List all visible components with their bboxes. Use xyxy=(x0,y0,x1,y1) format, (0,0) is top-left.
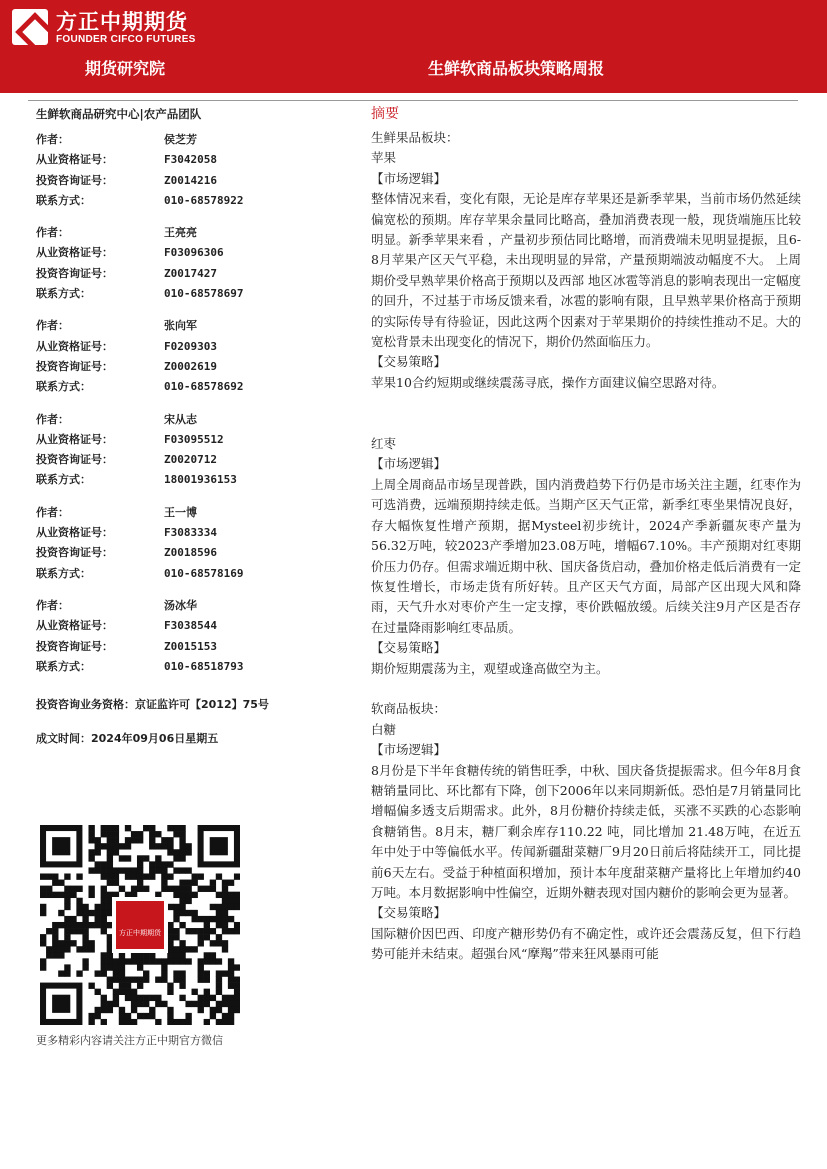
author-advisory-label: 投资咨询证号： xyxy=(36,266,113,280)
author-advisory-value: Z0014216 xyxy=(164,173,217,187)
author-name-label: 作者： xyxy=(36,133,69,146)
sugar-trade-strategy: 国际糖价因巴西、印度产糖形势仍有不确定性，或许还会震荡反复，但下行趋势可能并未结束。超强台风“摩羯”带来狂风暴雨可能 xyxy=(371,925,801,962)
author-contact-label: 联系方式： xyxy=(36,380,91,394)
author-list xyxy=(36,130,356,677)
author-advisory-value: Z0018596 xyxy=(164,546,217,560)
author-advisory-row xyxy=(36,171,356,191)
department-name: 期货研究院 xyxy=(85,59,166,78)
qualification: 投资咨询业务资格：京证监许可【2012】75号 xyxy=(36,698,269,712)
author-license-label: 从业资格证号： xyxy=(36,246,113,260)
jujube-market-logic: 上周全周商品市场呈现普跌，国内消费趋势下行仍是市场关注主题，红枣作为可选消费，远端预期持续走低。当期产区天气正常，新季红枣坐果情况良好，存大幅恢复性增产预期，据Mysteel初步统计，2024产季新疆灰枣产量为56.32万吨，较2023产季增加23.08万吨，增幅67.10%。丰产预期对红枣期价压力仍存。但需求端近期中秋、国庆备货启动，叠加价格走低后消费有一定恢复性增长，市场走货有所好转。且产区天气方面，局部产区出现大风和降雨，天气升水对枣价产生一定支撑，枣价跌幅放缓。后续关注9月产区是否存在过量降雨影响红枣品质。 xyxy=(371,476,801,635)
author-name-label: 作者： xyxy=(36,505,69,519)
sector-heading-soft: 软商品板块： xyxy=(371,701,447,717)
author-license-row xyxy=(36,523,356,543)
author-contact-value: 010-68578169 xyxy=(164,566,244,580)
author-name-row xyxy=(36,316,356,336)
apple-market-logic: 整体情况来看，变化有限，无论是库存苹果还是新季苹果，当前市场仍然延续偏宽松的预期。库存苹果余量同比略高，叠加消费表现一般，现货端施压比较明显。新季苹果来看 ，产量初步预估同比略增，而消费端未见明显提振，且6-8月苹果产区天气平稳，未出现明显的异常，产量预期端波动幅度不大。 上周期价受早熟苹果价格高于预期以及西部 地区冰雹等消息的影响表现出一定幅度的回升，不过基于市场反馈来看，冰雹的影响有限，且早熟苹果价格高于预期的实际传导有待验证，因此这两个因素对于苹果期价的持续性推动不足。大的宽松背景未出现变化的情况下，期价仍然面临压力。 xyxy=(371,191,801,350)
author-license-row xyxy=(36,430,356,450)
author-contact-row xyxy=(36,657,356,677)
summary-panel xyxy=(371,104,801,965)
author-name-row xyxy=(36,223,356,243)
author-license-value: F03095512 xyxy=(164,432,224,446)
company-name-cn: 方正中期期货 xyxy=(56,10,188,34)
author-name-label: 作者： xyxy=(36,226,69,240)
author-license-label: 从业资格证号： xyxy=(36,526,113,540)
author-contact-label: 联系方式： xyxy=(36,566,91,580)
author-block xyxy=(36,223,356,304)
qr-caption: 更多精彩内容请关注方正中期官方微信 xyxy=(36,1034,223,1047)
author-name-value: 张向军 xyxy=(164,319,197,333)
trade-strategy-label: 【交易策略】 xyxy=(371,640,447,656)
author-license-label: 从业资格证号： xyxy=(36,432,113,446)
wechat-qr-code xyxy=(40,825,240,1025)
author-name-value: 王亮亮 xyxy=(164,226,197,240)
author-contact-value: 010-68578922 xyxy=(164,193,244,207)
market-logic-label: 【市场逻辑】 xyxy=(371,742,447,758)
market-logic-label: 【市场逻辑】 xyxy=(371,170,447,186)
author-license-value: F0209303 xyxy=(164,339,217,353)
author-advisory-row xyxy=(36,637,356,657)
author-advisory-value: Z0002619 xyxy=(164,359,217,373)
author-contact-row xyxy=(36,284,356,304)
publication-date: 成文时间：2024年09月06日星期五 xyxy=(36,732,219,746)
author-contact-value: 010-68578692 xyxy=(164,380,244,394)
author-name-label: 作者： xyxy=(36,319,69,333)
author-contact-value: 010-68518793 xyxy=(164,659,244,673)
author-advisory-row xyxy=(36,264,356,284)
author-panel xyxy=(36,104,356,746)
sugar-market-logic: 8月份是下半年食糖传统的销售旺季，中秋、国庆备货提振需求。但今年8月食糖销量同比、环比都有下降，创下2006年以来同期新低。恐怕是7月销量同比增幅偏多透支后期需求。此外，8月份糖价持续走低，买涨不买跌的心态影响食糖销售。8月末，糖厂剩余库存110.22 吨，同比增加 21.48万吨，在近五年中处于中等偏低水平。传闻新疆甜菜糖厂9月20日前后将陆续开工，同比提前6天左右。受益于种植面积增加，预计本年度甜菜糖产量将比上年增加约40万吨。本月数据影响中性偏空，近期外糖表现对国内糖价的影响会更为显著。 xyxy=(371,762,801,900)
author-block xyxy=(36,316,356,397)
author-license-row xyxy=(36,337,356,357)
author-name-value: 侯芝芳 xyxy=(164,133,197,146)
author-block xyxy=(36,130,356,211)
author-advisory-row xyxy=(36,543,356,563)
product-heading-jujube: 红枣 xyxy=(371,436,397,452)
report-header xyxy=(0,0,827,93)
author-block xyxy=(36,596,356,677)
author-name-value: 宋从志 xyxy=(164,412,197,426)
author-contact-label: 联系方式： xyxy=(36,193,91,207)
author-advisory-value: Z0020712 xyxy=(164,453,217,467)
trade-strategy-label: 【交易策略】 xyxy=(371,905,447,921)
author-name-row xyxy=(36,503,356,523)
author-block xyxy=(36,410,356,491)
author-license-value: F3083334 xyxy=(164,526,217,540)
author-contact-value: 18001936153 xyxy=(164,473,237,487)
company-name-en: FOUNDER CIFCO FUTURES xyxy=(56,34,196,45)
qr-logo-label: 方正中期期货 xyxy=(119,929,161,937)
author-contact-row xyxy=(36,564,356,584)
author-license-row xyxy=(36,616,356,636)
author-contact-label: 联系方式： xyxy=(36,659,91,673)
author-advisory-value: Z0015153 xyxy=(164,639,217,653)
author-license-label: 从业资格证号： xyxy=(36,339,113,353)
author-block xyxy=(36,503,356,584)
author-advisory-label: 投资咨询证号： xyxy=(36,639,113,653)
company-logo-icon xyxy=(12,9,48,45)
author-advisory-label: 投资咨询证号： xyxy=(36,173,113,187)
author-advisory-row xyxy=(36,357,356,377)
author-name-row xyxy=(36,410,356,430)
author-name-row xyxy=(36,130,356,150)
author-contact-row xyxy=(36,470,356,490)
team-name: 生鲜软商品研究中心|农产品团队 xyxy=(36,107,202,121)
author-contact-row xyxy=(36,191,356,211)
author-license-label: 从业资格证号： xyxy=(36,153,113,167)
author-name-value: 王一博 xyxy=(164,505,197,519)
trade-strategy-label: 【交易策略】 xyxy=(371,354,447,370)
author-advisory-label: 投资咨询证号： xyxy=(36,546,113,560)
author-name-label: 作者： xyxy=(36,598,69,612)
author-advisory-label: 投资咨询证号： xyxy=(36,359,113,373)
author-advisory-label: 投资咨询证号： xyxy=(36,453,113,467)
author-license-label: 从业资格证号： xyxy=(36,619,113,633)
author-contact-value: 010-68578697 xyxy=(164,287,244,301)
author-advisory-row xyxy=(36,450,356,470)
author-contact-row xyxy=(36,377,356,397)
report-title: 生鲜软商品板块策略周报 xyxy=(428,59,605,78)
qr-code-icon xyxy=(40,825,240,1025)
author-name-row xyxy=(36,596,356,616)
sector-heading-fresh: 生鲜果品板块： xyxy=(371,130,459,145)
summary-title: 摘要 xyxy=(371,106,399,122)
author-license-row xyxy=(36,243,356,263)
market-logic-label: 【市场逻辑】 xyxy=(371,456,447,472)
author-license-value: F3042058 xyxy=(164,153,217,167)
author-license-value: F3038544 xyxy=(164,619,217,633)
author-contact-label: 联系方式： xyxy=(36,287,91,301)
apple-trade-strategy: 苹果10合约短期或继续震荡寻底，操作方面建议偏空思路对待。 xyxy=(371,374,725,390)
product-heading-sugar: 白糖 xyxy=(371,721,397,737)
jujube-trade-strategy: 期价短期震荡为主，观望或逢高做空为主。 xyxy=(371,660,609,676)
author-license-value: F03096306 xyxy=(164,246,224,260)
author-advisory-value: Z0017427 xyxy=(164,266,217,280)
header-divider xyxy=(28,100,798,101)
author-name-value: 汤冰华 xyxy=(164,598,197,612)
product-heading-apple: 苹果 xyxy=(371,150,397,166)
author-license-row xyxy=(36,150,356,170)
author-name-label: 作者： xyxy=(36,412,69,426)
author-contact-label: 联系方式： xyxy=(36,473,91,487)
